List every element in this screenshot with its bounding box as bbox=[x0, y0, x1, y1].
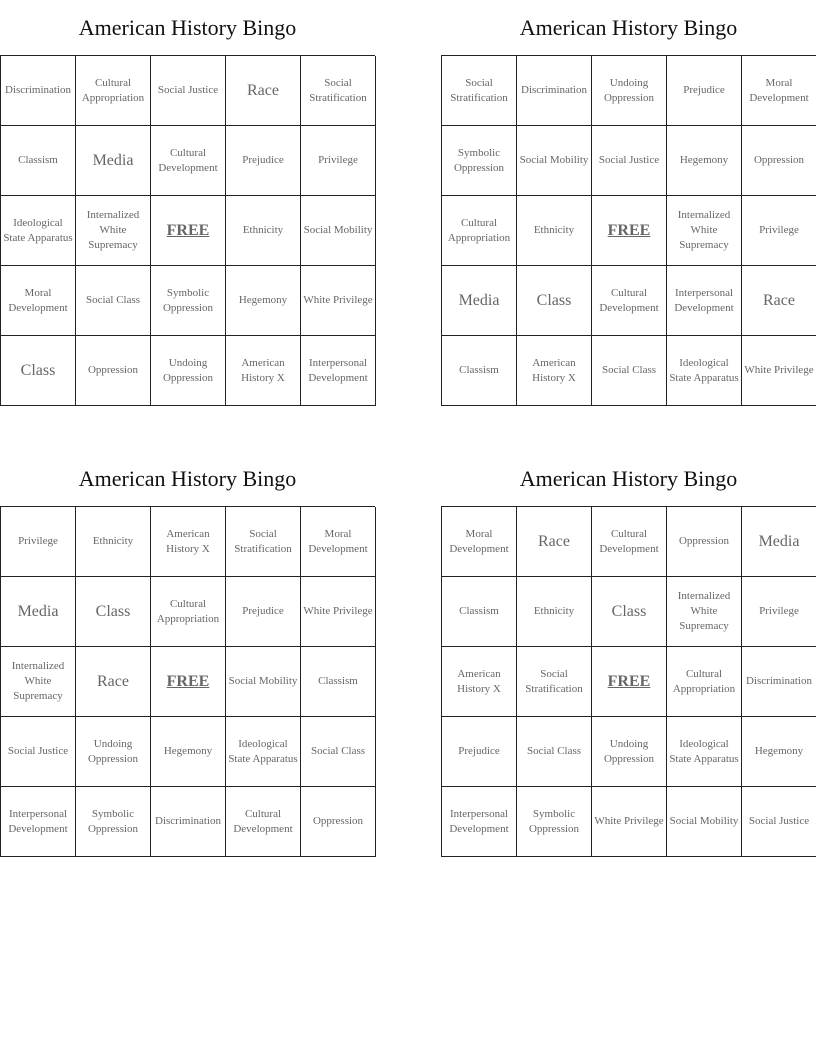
bingo-cell[interactable]: Prejudice bbox=[667, 56, 742, 126]
bingo-cell[interactable]: Moral Development bbox=[442, 507, 517, 577]
bingo-cell[interactable]: Media bbox=[1, 577, 76, 647]
bingo-cell[interactable]: White Privilege bbox=[592, 787, 667, 857]
free-space-cell[interactable]: FREE bbox=[592, 647, 667, 717]
bingo-cell[interactable]: Internalized White Supremacy bbox=[667, 196, 742, 266]
bingo-cell[interactable]: Symbolic Oppression bbox=[442, 126, 517, 196]
bingo-cell[interactable]: Privilege bbox=[1, 507, 76, 577]
bingo-cell[interactable]: Media bbox=[742, 507, 816, 577]
bingo-cell[interactable]: Race bbox=[742, 266, 816, 336]
bingo-cell[interactable]: Media bbox=[76, 126, 151, 196]
bingo-cell[interactable]: Moral Development bbox=[1, 266, 76, 336]
bingo-cell[interactable]: Moral Development bbox=[301, 507, 376, 577]
bingo-card-1 bbox=[0, 0, 375, 406]
bingo-cell[interactable]: Social Stratification bbox=[226, 507, 301, 577]
bingo-cell[interactable]: Discrimination bbox=[151, 787, 226, 857]
bingo-cell[interactable]: Classism bbox=[301, 647, 376, 717]
bingo-cell[interactable]: Race bbox=[76, 647, 151, 717]
card-title: American History Bingo bbox=[78, 466, 297, 491]
bingo-cell[interactable]: Oppression bbox=[301, 787, 376, 857]
bingo-grid bbox=[0, 506, 375, 857]
bingo-card-2 bbox=[441, 0, 816, 406]
bingo-cell[interactable]: Social Justice bbox=[742, 787, 816, 857]
bingo-grid bbox=[441, 55, 816, 406]
bingo-cell[interactable]: American History X bbox=[226, 336, 301, 406]
bingo-cell[interactable]: Cultural Development bbox=[592, 266, 667, 336]
bingo-cell[interactable]: Social Class bbox=[76, 266, 151, 336]
bingo-cell[interactable]: Race bbox=[517, 507, 592, 577]
bingo-cell[interactable]: Interpersonal Development bbox=[442, 787, 517, 857]
bingo-cell[interactable]: Cultural Appropriation bbox=[442, 196, 517, 266]
bingo-cell[interactable]: Prejudice bbox=[226, 126, 301, 196]
bingo-cell[interactable]: Hegemony bbox=[667, 126, 742, 196]
bingo-cell[interactable]: American History X bbox=[517, 336, 592, 406]
bingo-cell[interactable]: Social Class bbox=[301, 717, 376, 787]
bingo-cell[interactable]: Social Stratification bbox=[301, 56, 376, 126]
bingo-cell[interactable]: Discrimination bbox=[517, 56, 592, 126]
bingo-cell[interactable]: Cultural Development bbox=[592, 507, 667, 577]
bingo-cell[interactable]: Privilege bbox=[742, 577, 816, 647]
bingo-cell[interactable]: Symbolic Oppression bbox=[517, 787, 592, 857]
bingo-cell[interactable]: Cultural Development bbox=[151, 126, 226, 196]
bingo-cell[interactable]: White Privilege bbox=[301, 266, 376, 336]
bingo-cell[interactable]: Interpersonal Development bbox=[301, 336, 376, 406]
bingo-cell[interactable]: Classism bbox=[442, 336, 517, 406]
card-title: American History Bingo bbox=[519, 15, 738, 40]
bingo-cell[interactable]: Social Stratification bbox=[517, 647, 592, 717]
bingo-cell[interactable]: Hegemony bbox=[151, 717, 226, 787]
bingo-cell[interactable]: Hegemony bbox=[226, 266, 301, 336]
bingo-cell[interactable]: Social Class bbox=[592, 336, 667, 406]
bingo-cell[interactable]: Discrimination bbox=[742, 647, 816, 717]
bingo-cell[interactable]: Ethnicity bbox=[517, 577, 592, 647]
bingo-cell[interactable]: Social Justice bbox=[592, 126, 667, 196]
bingo-card-3 bbox=[0, 451, 375, 857]
bingo-grid bbox=[441, 506, 816, 857]
bingo-cell[interactable]: American History X bbox=[151, 507, 226, 577]
bingo-cell[interactable]: Social Justice bbox=[151, 56, 226, 126]
bingo-cell[interactable]: Ethnicity bbox=[517, 196, 592, 266]
bingo-cell[interactable]: Cultural Development bbox=[226, 787, 301, 857]
bingo-cell[interactable]: Ideological State Apparatus bbox=[667, 336, 742, 406]
bingo-cell[interactable]: Oppression bbox=[667, 507, 742, 577]
bingo-cell[interactable]: Privilege bbox=[301, 126, 376, 196]
bingo-cell[interactable]: Social Mobility bbox=[226, 647, 301, 717]
bingo-cell[interactable]: Oppression bbox=[742, 126, 816, 196]
bingo-cell[interactable]: American History X bbox=[442, 647, 517, 717]
card-title: American History Bingo bbox=[78, 15, 297, 40]
bingo-cell[interactable]: Class bbox=[592, 577, 667, 647]
bingo-cell[interactable]: Classism bbox=[442, 577, 517, 647]
bingo-cell[interactable]: Social Mobility bbox=[517, 126, 592, 196]
bingo-cell[interactable]: Ideological State Apparatus bbox=[1, 196, 76, 266]
bingo-cell[interactable]: Internalized White Supremacy bbox=[76, 196, 151, 266]
bingo-cell[interactable]: Undoing Oppression bbox=[592, 56, 667, 126]
bingo-cell[interactable]: Symbolic Oppression bbox=[151, 266, 226, 336]
bingo-cell[interactable]: Ethnicity bbox=[226, 196, 301, 266]
bingo-cell[interactable]: Oppression bbox=[76, 336, 151, 406]
bingo-cell[interactable]: Symbolic Oppression bbox=[76, 787, 151, 857]
bingo-cell[interactable]: Social Mobility bbox=[667, 787, 742, 857]
bingo-grid bbox=[0, 55, 375, 406]
free-space-cell[interactable]: FREE bbox=[151, 196, 226, 266]
bingo-cell[interactable]: Privilege bbox=[742, 196, 816, 266]
bingo-cell[interactable]: Media bbox=[442, 266, 517, 336]
bingo-card-4 bbox=[441, 451, 816, 857]
bingo-cell[interactable]: Undoing Oppression bbox=[76, 717, 151, 787]
bingo-cell[interactable]: Hegemony bbox=[742, 717, 816, 787]
bingo-cell[interactable]: Social Justice bbox=[1, 717, 76, 787]
bingo-cell[interactable]: Internalized White Supremacy bbox=[667, 577, 742, 647]
bingo-cell[interactable]: Discrimination bbox=[1, 56, 76, 126]
bingo-cell[interactable]: Class bbox=[76, 577, 151, 647]
card-title: American History Bingo bbox=[519, 466, 738, 491]
bingo-cell[interactable]: White Privilege bbox=[301, 577, 376, 647]
bingo-cell[interactable]: Classism bbox=[1, 126, 76, 196]
free-space-cell[interactable]: FREE bbox=[151, 647, 226, 717]
bingo-cell[interactable]: Ideological State Apparatus bbox=[667, 717, 742, 787]
bingo-cell[interactable]: Race bbox=[226, 56, 301, 126]
bingo-cell[interactable]: Prejudice bbox=[226, 577, 301, 647]
bingo-cell[interactable]: Cultural Appropriation bbox=[76, 56, 151, 126]
bingo-cell[interactable]: Prejudice bbox=[442, 717, 517, 787]
bingo-cell[interactable]: Ethnicity bbox=[76, 507, 151, 577]
bingo-cell[interactable]: Ideological State Apparatus bbox=[226, 717, 301, 787]
bingo-cell[interactable]: Undoing Oppression bbox=[592, 717, 667, 787]
free-space-cell[interactable]: FREE bbox=[592, 196, 667, 266]
bingo-cell[interactable]: Social Stratification bbox=[442, 56, 517, 126]
bingo-cell[interactable]: White Privilege bbox=[742, 336, 816, 406]
bingo-cell[interactable]: Class bbox=[1, 336, 76, 406]
bingo-cell[interactable]: Interpersonal Development bbox=[1, 787, 76, 857]
bingo-cell[interactable]: Undoing Oppression bbox=[151, 336, 226, 406]
bingo-cell[interactable]: Social Class bbox=[517, 717, 592, 787]
bingo-cell[interactable]: Cultural Appropriation bbox=[667, 647, 742, 717]
bingo-cell[interactable]: Cultural Appropriation bbox=[151, 577, 226, 647]
bingo-cell[interactable]: Internalized White Supremacy bbox=[1, 647, 76, 717]
bingo-cell[interactable]: Class bbox=[517, 266, 592, 336]
bingo-cell[interactable]: Social Mobility bbox=[301, 196, 376, 266]
bingo-cell[interactable]: Moral Development bbox=[742, 56, 816, 126]
bingo-cell[interactable]: Interpersonal Development bbox=[667, 266, 742, 336]
